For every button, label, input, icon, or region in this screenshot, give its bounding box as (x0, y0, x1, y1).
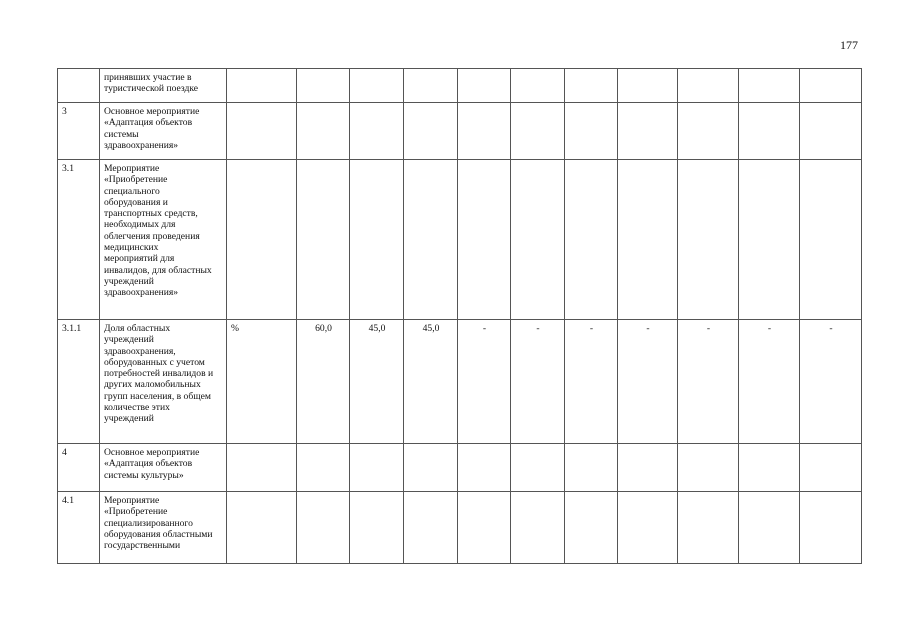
value-cell (458, 160, 511, 320)
measure-name-line: системы культуры» (104, 469, 184, 481)
value-cell (511, 103, 565, 160)
value-cell: 45,0 (404, 320, 458, 444)
value-cell (618, 160, 678, 320)
measure-name-line: Мероприятие (104, 163, 160, 174)
table-row (58, 103, 862, 160)
measure-name-line: Основное мероприятие (104, 106, 200, 117)
value-cell (297, 160, 350, 320)
measure-name-line: облегчения проведения (104, 230, 200, 242)
measure-name-line: государственными (104, 540, 181, 552)
measure-name-line: Мероприятие (104, 495, 160, 506)
measure-name-line: оборудования областными (104, 528, 213, 540)
value-cell (458, 444, 511, 492)
value-cell (739, 160, 800, 320)
unit-cell (227, 160, 297, 320)
measure-name-line: Основное мероприятие (104, 447, 200, 458)
value-cell (678, 160, 739, 320)
measure-name-cell (100, 320, 227, 444)
value-cell (565, 103, 618, 160)
measure-name-line: специального (104, 185, 160, 197)
page-number: 177 (840, 38, 858, 52)
measure-name-cell (100, 69, 227, 103)
measure-name-line: оборудования и (104, 196, 168, 208)
value-cell (565, 160, 618, 320)
value-cell: 45,0 (350, 320, 404, 444)
value-cell (511, 69, 565, 103)
value-cell (678, 444, 739, 492)
value-cell (565, 69, 618, 103)
value-cell (458, 492, 511, 564)
measure-name-line: «Адаптация объектов (104, 458, 193, 470)
value-cell (678, 103, 739, 160)
value-cell (297, 492, 350, 564)
measure-name-line: других маломобильных (104, 379, 201, 391)
table-row (58, 69, 862, 103)
value-cell (618, 103, 678, 160)
measure-name-line: мероприятий для (104, 253, 175, 265)
value-cell (511, 444, 565, 492)
value-cell (800, 160, 862, 320)
value-cell (511, 160, 565, 320)
value-cell (739, 492, 800, 564)
value-cell (458, 69, 511, 103)
measure-name-line: учреждений (104, 334, 154, 346)
value-cell (800, 69, 862, 103)
value-cell (297, 69, 350, 103)
value-cell (297, 103, 350, 160)
measure-name-line: транспортных средств, (104, 208, 198, 220)
value-cell: - (739, 320, 800, 444)
measure-name-cell (100, 103, 227, 160)
value-cell (739, 444, 800, 492)
measure-name-line: здравоохранения, (104, 345, 176, 357)
value-cell (404, 103, 458, 160)
measure-name-line: количестве этих (104, 402, 170, 414)
measure-name-cell (100, 160, 227, 320)
value-cell (511, 492, 565, 564)
unit-cell (227, 69, 297, 103)
row-number-cell: 4.1 (58, 492, 100, 564)
value-cell (618, 492, 678, 564)
value-cell (678, 492, 739, 564)
value-cell (565, 444, 618, 492)
value-cell (618, 69, 678, 103)
value-cell: - (565, 320, 618, 444)
value-cell (800, 103, 862, 160)
table-body (58, 69, 862, 564)
row-number-cell: 3 (58, 103, 100, 160)
value-cell: - (800, 320, 862, 444)
measure-name-line: системы (104, 128, 139, 140)
value-cell: - (458, 320, 511, 444)
measure-name-cell (100, 444, 227, 492)
value-cell (739, 103, 800, 160)
value-cell (404, 492, 458, 564)
unit-cell (227, 444, 297, 492)
value-cell (458, 103, 511, 160)
row-number-cell: 3.1.1 (58, 320, 100, 444)
indicator-table (57, 68, 862, 564)
value-cell (800, 492, 862, 564)
value-cell (350, 160, 404, 320)
measure-name-line: оборудованных с учетом (104, 356, 205, 368)
measure-name-line: инвалидов, для областных (104, 264, 212, 276)
measure-name-line: учреждений (104, 413, 154, 425)
value-cell (404, 444, 458, 492)
value-cell: - (511, 320, 565, 444)
measure-name-line: Доля областных (104, 323, 171, 334)
table-row (58, 320, 862, 444)
measure-name-line: учреждений (104, 275, 154, 287)
value-cell (618, 444, 678, 492)
measure-name-line: потребностей инвалидов и (104, 368, 214, 380)
unit-cell (227, 103, 297, 160)
table-row (58, 444, 862, 492)
table-row (58, 160, 862, 320)
value-cell (404, 160, 458, 320)
value-cell (350, 492, 404, 564)
unit-cell (227, 492, 297, 564)
value-cell (404, 69, 458, 103)
row-number-cell: 4 (58, 444, 100, 492)
measure-name-line: «Приобретение (104, 174, 168, 186)
measure-name-line: медицинских (104, 242, 159, 254)
measure-name-line: «Адаптация объектов (104, 117, 193, 129)
value-cell (678, 69, 739, 103)
measure-name-line: «Приобретение (104, 506, 168, 518)
value-cell (350, 444, 404, 492)
value-cell: - (618, 320, 678, 444)
measure-name-line: здравоохранения» (104, 287, 179, 299)
value-cell (565, 492, 618, 564)
measure-name-line: принявших участие в (104, 72, 192, 83)
measure-name-line: здравоохранения» (104, 139, 179, 151)
table-row (58, 492, 862, 564)
measure-name-line: необходимых для (104, 219, 176, 231)
value-cell: - (678, 320, 739, 444)
value-cell: 60,0 (297, 320, 350, 444)
measure-name-line: специализированного (104, 517, 193, 529)
value-cell (350, 69, 404, 103)
measure-name-line: групп населения, в общем (104, 390, 211, 402)
value-cell (739, 69, 800, 103)
measure-name-line: туристической поездке (104, 83, 199, 95)
value-cell (350, 103, 404, 160)
value-cell (800, 444, 862, 492)
row-number-cell (58, 69, 100, 103)
measure-name-cell (100, 492, 227, 564)
value-cell (297, 444, 350, 492)
unit-cell: % (227, 320, 297, 444)
row-number-cell: 3.1 (58, 160, 100, 320)
